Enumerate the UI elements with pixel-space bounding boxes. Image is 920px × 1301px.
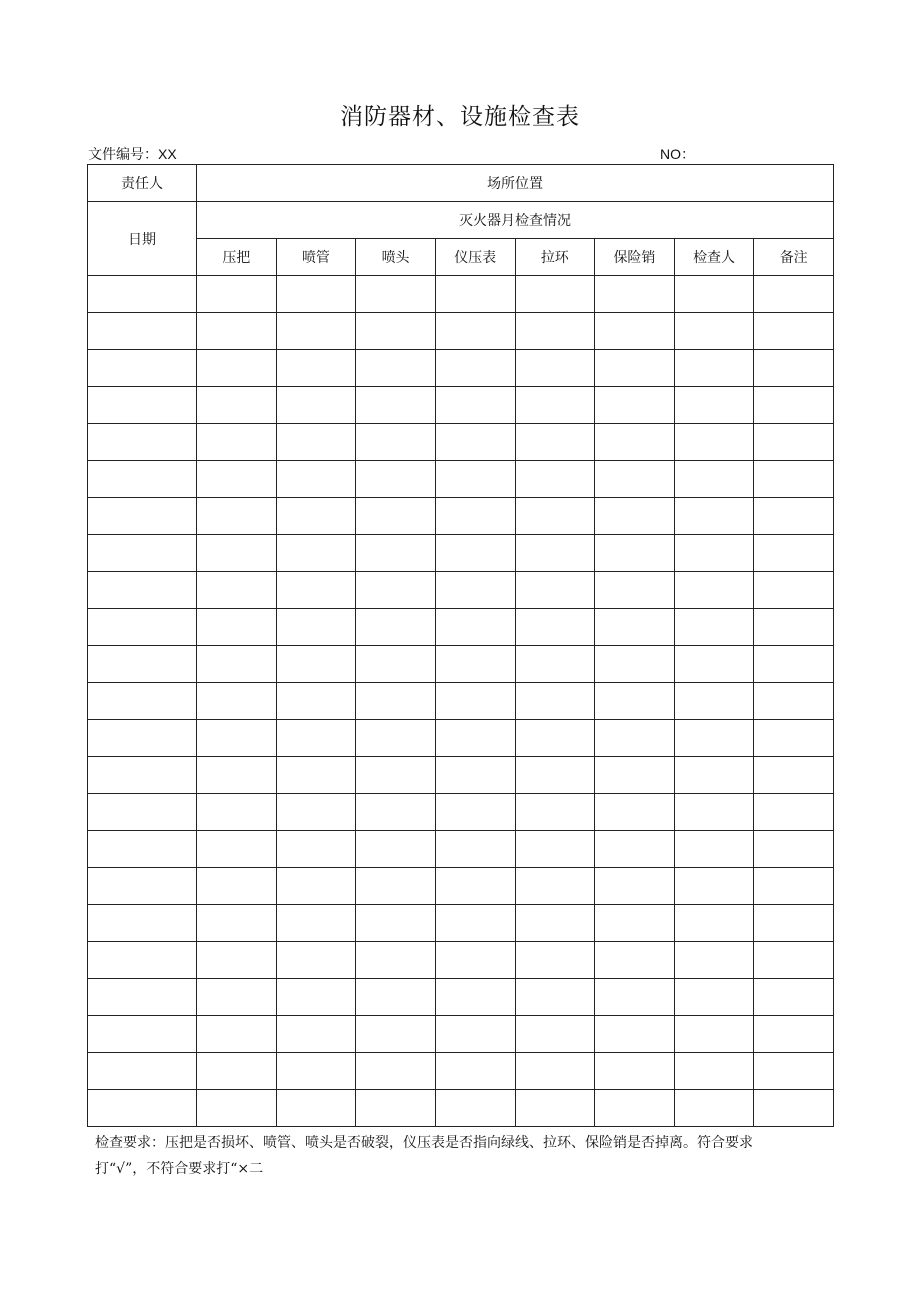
check-cell[interactable] xyxy=(595,720,675,757)
check-cell[interactable] xyxy=(674,942,754,979)
check-cell[interactable] xyxy=(515,1053,595,1090)
check-cell[interactable] xyxy=(435,831,515,868)
check-cell[interactable] xyxy=(595,313,675,350)
check-cell[interactable] xyxy=(754,350,834,387)
check-cell[interactable] xyxy=(435,646,515,683)
check-cell[interactable] xyxy=(435,683,515,720)
file-number-value: XX xyxy=(158,146,177,162)
column-header-pressure-gauge: 仪压表 xyxy=(435,239,515,276)
check-cell[interactable] xyxy=(197,942,277,979)
requirements-line-2: 打“√”，不符合要求打“×二 xyxy=(95,1161,264,1177)
date-cell[interactable] xyxy=(88,350,197,387)
check-cell[interactable] xyxy=(754,720,834,757)
check-cell[interactable] xyxy=(197,1053,277,1090)
check-cell[interactable] xyxy=(674,424,754,461)
check-cell[interactable] xyxy=(276,572,356,609)
check-cell[interactable] xyxy=(515,1090,595,1127)
header-row-responsible xyxy=(88,165,834,202)
check-cell[interactable] xyxy=(276,942,356,979)
check-cell[interactable] xyxy=(356,1053,436,1090)
check-cell[interactable] xyxy=(674,1016,754,1053)
check-cell[interactable] xyxy=(515,609,595,646)
check-cell[interactable] xyxy=(674,313,754,350)
check-cell[interactable] xyxy=(435,794,515,831)
check-cell[interactable] xyxy=(356,942,436,979)
column-header-press-handle: 压把 xyxy=(197,239,277,276)
check-cell[interactable] xyxy=(276,1053,356,1090)
check-cell[interactable] xyxy=(595,683,675,720)
check-cell[interactable] xyxy=(435,1016,515,1053)
check-cell[interactable] xyxy=(435,1090,515,1127)
check-cell[interactable] xyxy=(754,535,834,572)
check-cell[interactable] xyxy=(197,1090,277,1127)
check-cell[interactable] xyxy=(356,461,436,498)
check-cell[interactable] xyxy=(435,498,515,535)
check-cell[interactable] xyxy=(515,424,595,461)
check-cell[interactable] xyxy=(356,276,436,313)
check-cell[interactable] xyxy=(356,757,436,794)
check-cell[interactable] xyxy=(515,276,595,313)
file-number xyxy=(88,144,177,164)
check-cell[interactable] xyxy=(754,757,834,794)
no-label: NO： xyxy=(660,146,695,162)
requirements-line-1: 检查要求：压把是否损坏、喷管、喷头是否破裂，仪压表是否指向绿线、拉环、保险销是否掉离。符合要求 xyxy=(95,1135,753,1151)
check-cell[interactable] xyxy=(435,757,515,794)
check-cell[interactable] xyxy=(754,387,834,424)
check-cell[interactable] xyxy=(197,609,277,646)
check-cell[interactable] xyxy=(197,1016,277,1053)
check-cell[interactable] xyxy=(754,424,834,461)
table-row xyxy=(88,350,834,387)
check-cell[interactable] xyxy=(435,535,515,572)
date-cell[interactable] xyxy=(88,498,197,535)
table-row xyxy=(88,757,834,794)
check-cell[interactable] xyxy=(595,757,675,794)
check-cell[interactable] xyxy=(754,646,834,683)
check-cell[interactable] xyxy=(276,350,356,387)
check-cell[interactable] xyxy=(276,461,356,498)
check-cell[interactable] xyxy=(515,572,595,609)
check-cell[interactable] xyxy=(754,572,834,609)
check-cell[interactable] xyxy=(674,794,754,831)
check-cell[interactable] xyxy=(435,572,515,609)
check-cell[interactable] xyxy=(276,498,356,535)
check-cell[interactable] xyxy=(515,794,595,831)
column-header-nozzle-head: 喷头 xyxy=(356,239,436,276)
check-cell[interactable] xyxy=(356,1016,436,1053)
check-cell[interactable] xyxy=(276,646,356,683)
check-cell[interactable] xyxy=(435,905,515,942)
date-cell[interactable] xyxy=(88,535,197,572)
table-row xyxy=(88,1053,834,1090)
date-cell[interactable] xyxy=(88,942,197,979)
check-cell[interactable] xyxy=(754,276,834,313)
column-header-nozzle-pipe: 喷管 xyxy=(276,239,356,276)
check-cell[interactable] xyxy=(515,535,595,572)
check-cell[interactable] xyxy=(197,905,277,942)
date-cell[interactable] xyxy=(88,1016,197,1053)
check-cell[interactable] xyxy=(595,572,675,609)
date-label: 日期 xyxy=(88,202,197,276)
check-cell[interactable] xyxy=(356,313,436,350)
table-row xyxy=(88,609,834,646)
check-cell[interactable] xyxy=(515,646,595,683)
check-cell[interactable] xyxy=(674,461,754,498)
check-cell[interactable] xyxy=(276,1016,356,1053)
check-cell[interactable] xyxy=(754,905,834,942)
inspection-table xyxy=(87,164,834,1127)
check-cell[interactable] xyxy=(276,794,356,831)
table-row xyxy=(88,424,834,461)
check-cell[interactable] xyxy=(674,1053,754,1090)
check-cell[interactable] xyxy=(356,979,436,1016)
check-cell[interactable] xyxy=(674,646,754,683)
check-cell[interactable] xyxy=(435,979,515,1016)
check-cell[interactable] xyxy=(595,831,675,868)
check-cell[interactable] xyxy=(356,387,436,424)
check-cell[interactable] xyxy=(276,757,356,794)
table-row xyxy=(88,572,834,609)
check-cell[interactable] xyxy=(754,868,834,905)
check-cell[interactable] xyxy=(595,979,675,1016)
table-row xyxy=(88,461,834,498)
table-row xyxy=(88,1016,834,1053)
check-cell[interactable] xyxy=(754,1053,834,1090)
check-cell[interactable] xyxy=(515,868,595,905)
check-cell[interactable] xyxy=(197,794,277,831)
check-cell[interactable] xyxy=(276,979,356,1016)
check-cell[interactable] xyxy=(197,498,277,535)
check-cell[interactable] xyxy=(674,831,754,868)
check-cell[interactable] xyxy=(515,720,595,757)
date-cell[interactable] xyxy=(88,276,197,313)
check-cell[interactable] xyxy=(595,794,675,831)
check-cell[interactable] xyxy=(276,683,356,720)
check-cell[interactable] xyxy=(356,350,436,387)
check-cell[interactable] xyxy=(595,387,675,424)
check-cell[interactable] xyxy=(435,868,515,905)
date-cell[interactable] xyxy=(88,461,197,498)
check-cell[interactable] xyxy=(674,276,754,313)
check-cell[interactable] xyxy=(674,535,754,572)
check-cell[interactable] xyxy=(595,350,675,387)
check-cell[interactable] xyxy=(595,276,675,313)
header-row-columns xyxy=(88,239,834,276)
check-cell[interactable] xyxy=(515,757,595,794)
check-cell[interactable] xyxy=(197,424,277,461)
date-cell[interactable] xyxy=(88,1053,197,1090)
check-cell[interactable] xyxy=(356,868,436,905)
check-cell[interactable] xyxy=(595,1090,675,1127)
check-cell[interactable] xyxy=(435,609,515,646)
date-cell[interactable] xyxy=(88,720,197,757)
check-cell[interactable] xyxy=(595,609,675,646)
inspection-requirements xyxy=(95,1130,830,1182)
check-cell[interactable] xyxy=(754,313,834,350)
date-cell[interactable] xyxy=(88,831,197,868)
table-row xyxy=(88,683,834,720)
check-cell[interactable] xyxy=(356,1090,436,1127)
table-row xyxy=(88,868,834,905)
check-cell[interactable] xyxy=(754,1016,834,1053)
check-cell[interactable] xyxy=(435,720,515,757)
check-cell[interactable] xyxy=(435,424,515,461)
check-cell[interactable] xyxy=(356,572,436,609)
check-cell[interactable] xyxy=(595,535,675,572)
column-header-pull-ring: 拉环 xyxy=(515,239,595,276)
check-cell[interactable] xyxy=(276,868,356,905)
check-cell[interactable] xyxy=(276,387,356,424)
check-cell[interactable] xyxy=(754,1090,834,1127)
check-cell[interactable] xyxy=(197,757,277,794)
check-cell[interactable] xyxy=(276,424,356,461)
check-cell[interactable] xyxy=(754,683,834,720)
check-cell[interactable] xyxy=(276,905,356,942)
check-cell[interactable] xyxy=(674,350,754,387)
table-row xyxy=(88,905,834,942)
table-row xyxy=(88,313,834,350)
check-cell[interactable] xyxy=(356,794,436,831)
check-cell[interactable] xyxy=(674,905,754,942)
check-cell[interactable] xyxy=(595,868,675,905)
check-cell[interactable] xyxy=(515,461,595,498)
check-cell[interactable] xyxy=(356,646,436,683)
check-cell[interactable] xyxy=(356,683,436,720)
check-cell[interactable] xyxy=(197,868,277,905)
check-cell[interactable] xyxy=(276,535,356,572)
date-cell[interactable] xyxy=(88,757,197,794)
check-cell[interactable] xyxy=(356,831,436,868)
check-cell[interactable] xyxy=(754,461,834,498)
check-cell[interactable] xyxy=(595,942,675,979)
page-title: 消防器材、设施检查表 xyxy=(340,104,580,130)
table-row xyxy=(88,942,834,979)
date-cell[interactable] xyxy=(88,572,197,609)
table-row xyxy=(88,831,834,868)
location-label: 场所位置 xyxy=(197,165,834,202)
check-cell[interactable] xyxy=(515,498,595,535)
column-header-inspector: 检查人 xyxy=(674,239,754,276)
check-cell[interactable] xyxy=(435,942,515,979)
check-cell[interactable] xyxy=(197,646,277,683)
check-cell[interactable] xyxy=(515,350,595,387)
table-row xyxy=(88,794,834,831)
header-row-group xyxy=(88,202,834,239)
check-cell[interactable] xyxy=(754,794,834,831)
check-cell[interactable] xyxy=(197,313,277,350)
date-cell[interactable] xyxy=(88,1090,197,1127)
check-cell[interactable] xyxy=(197,720,277,757)
date-cell[interactable] xyxy=(88,683,197,720)
check-cell[interactable] xyxy=(674,498,754,535)
date-cell[interactable] xyxy=(88,979,197,1016)
check-cell[interactable] xyxy=(356,905,436,942)
check-cell[interactable] xyxy=(674,683,754,720)
check-cell[interactable] xyxy=(435,1053,515,1090)
check-cell[interactable] xyxy=(515,831,595,868)
check-cell[interactable] xyxy=(435,387,515,424)
check-cell[interactable] xyxy=(515,313,595,350)
check-cell[interactable] xyxy=(515,387,595,424)
check-cell[interactable] xyxy=(674,572,754,609)
check-cell[interactable] xyxy=(356,424,436,461)
check-cell[interactable] xyxy=(356,609,436,646)
date-cell[interactable] xyxy=(88,424,197,461)
check-cell[interactable] xyxy=(356,535,436,572)
check-cell[interactable] xyxy=(754,831,834,868)
check-cell[interactable] xyxy=(197,387,277,424)
date-cell[interactable] xyxy=(88,794,197,831)
serial-number xyxy=(660,144,695,164)
check-cell[interactable] xyxy=(197,572,277,609)
date-cell[interactable] xyxy=(88,313,197,350)
check-cell[interactable] xyxy=(515,979,595,1016)
responsible-label: 责任人 xyxy=(88,165,197,202)
check-cell[interactable] xyxy=(674,387,754,424)
date-cell[interactable] xyxy=(88,868,197,905)
check-cell[interactable] xyxy=(276,276,356,313)
file-number-label: 文件编号： xyxy=(88,147,158,163)
check-cell[interactable] xyxy=(197,276,277,313)
check-cell[interactable] xyxy=(435,461,515,498)
check-cell[interactable] xyxy=(197,461,277,498)
check-cell[interactable] xyxy=(356,720,436,757)
check-cell[interactable] xyxy=(515,905,595,942)
check-cell[interactable] xyxy=(435,350,515,387)
check-cell[interactable] xyxy=(674,868,754,905)
check-cell[interactable] xyxy=(595,905,675,942)
column-header-remarks: 备注 xyxy=(754,239,834,276)
check-cell[interactable] xyxy=(197,831,277,868)
check-cell[interactable] xyxy=(276,720,356,757)
check-cell[interactable] xyxy=(595,646,675,683)
check-cell[interactable] xyxy=(754,498,834,535)
check-cell[interactable] xyxy=(197,979,277,1016)
check-cell[interactable] xyxy=(197,350,277,387)
check-cell[interactable] xyxy=(435,276,515,313)
check-cell[interactable] xyxy=(674,757,754,794)
check-cell[interactable] xyxy=(276,1090,356,1127)
table-row xyxy=(88,720,834,757)
check-cell[interactable] xyxy=(515,1016,595,1053)
check-cell[interactable] xyxy=(674,720,754,757)
check-cell[interactable] xyxy=(674,1090,754,1127)
check-cell[interactable] xyxy=(515,683,595,720)
check-cell[interactable] xyxy=(197,683,277,720)
table-row xyxy=(88,498,834,535)
table-row xyxy=(88,276,834,313)
table-row xyxy=(88,979,834,1016)
table-row xyxy=(88,535,834,572)
column-header-safety-pin: 保险销 xyxy=(595,239,675,276)
check-cell[interactable] xyxy=(197,535,277,572)
check-cell[interactable] xyxy=(754,979,834,1016)
date-cell[interactable] xyxy=(88,609,197,646)
group-header: 灭火器月检查情况 xyxy=(197,202,834,239)
check-cell[interactable] xyxy=(276,313,356,350)
check-cell[interactable] xyxy=(754,942,834,979)
date-cell[interactable] xyxy=(88,387,197,424)
check-cell[interactable] xyxy=(595,1053,675,1090)
check-cell[interactable] xyxy=(674,979,754,1016)
check-cell[interactable] xyxy=(276,831,356,868)
check-cell[interactable] xyxy=(595,498,675,535)
check-cell[interactable] xyxy=(435,313,515,350)
date-cell[interactable] xyxy=(88,646,197,683)
table-row xyxy=(88,1090,834,1127)
date-cell[interactable] xyxy=(88,905,197,942)
check-cell[interactable] xyxy=(595,424,675,461)
check-cell[interactable] xyxy=(356,498,436,535)
check-cell[interactable] xyxy=(674,609,754,646)
check-cell[interactable] xyxy=(515,942,595,979)
table-row xyxy=(88,646,834,683)
check-cell[interactable] xyxy=(595,461,675,498)
check-cell[interactable] xyxy=(754,609,834,646)
check-cell[interactable] xyxy=(276,609,356,646)
table-row xyxy=(88,387,834,424)
check-cell[interactable] xyxy=(595,1016,675,1053)
